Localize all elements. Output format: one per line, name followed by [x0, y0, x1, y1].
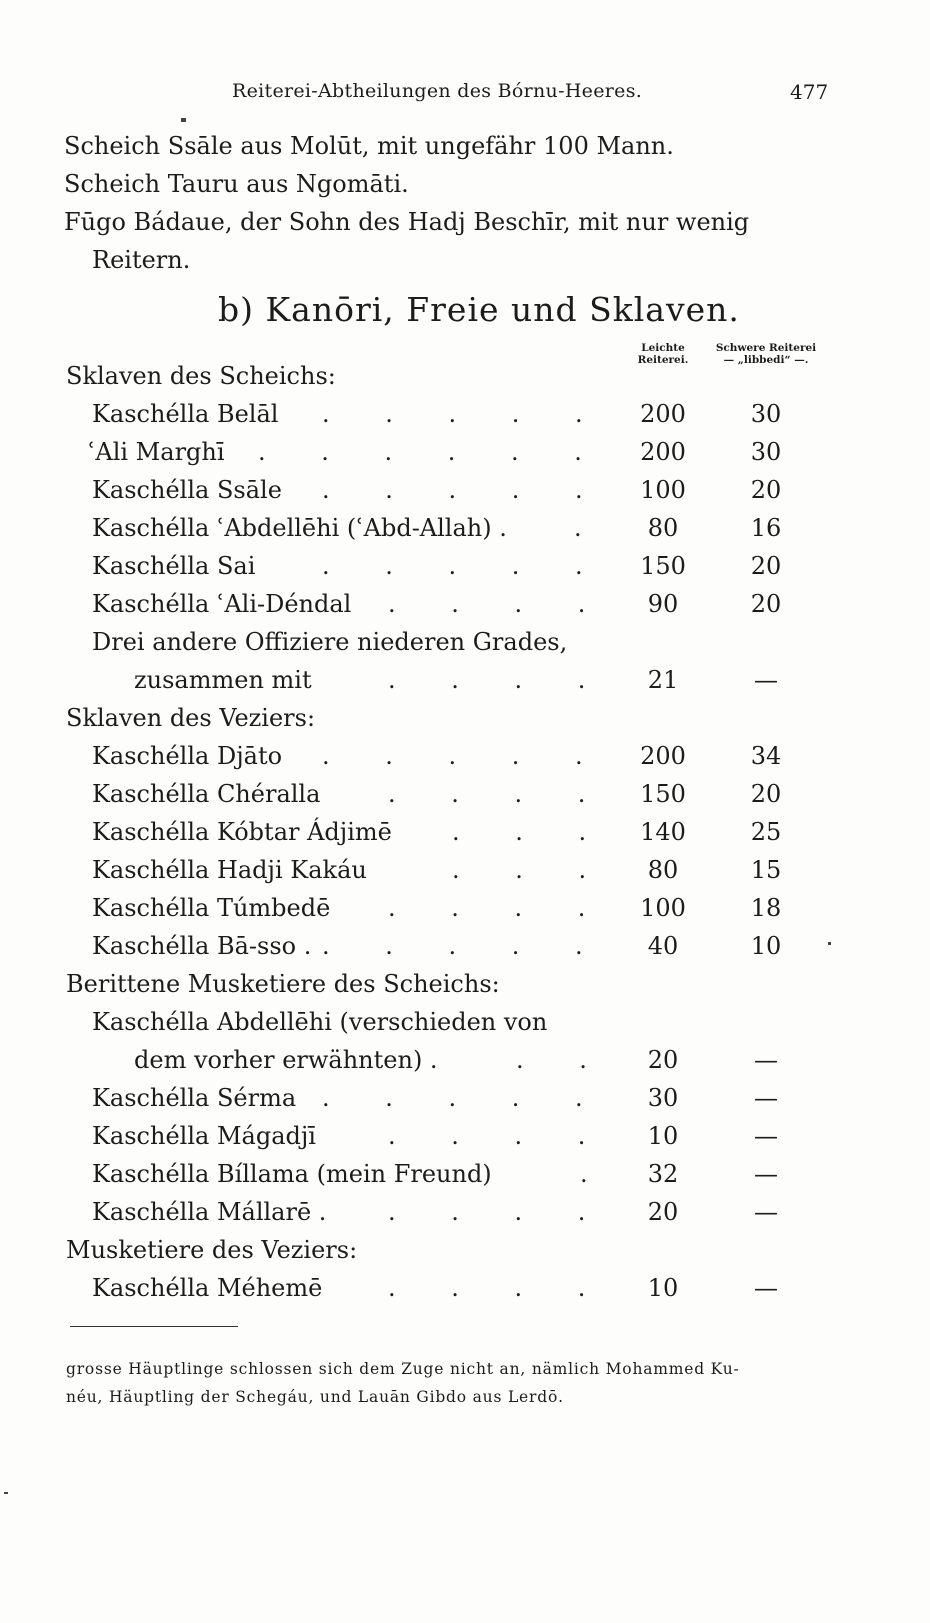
column-header-heavy-line2: — „libbedi“ —.: [723, 354, 809, 366]
heavy-cavalry-value: —: [754, 1198, 778, 1226]
table-row: [0, 742, 930, 780]
leader-dots: . . . . .: [322, 476, 607, 504]
intro-line-3: Fūgo Bádaue, der Sohn des Hadj Beschīr, mit nur wenig: [64, 208, 750, 236]
leader-dots: . . . .: [388, 1198, 610, 1226]
heavy-cavalry-value: 18: [750, 894, 782, 922]
table-row: [0, 818, 930, 856]
column-header-light-line2: Reiterei.: [637, 354, 689, 366]
leader-dots: . . . .: [388, 1122, 610, 1150]
row-label: Kaschélla Sérma: [92, 1084, 297, 1112]
row-label: Kaschélla Bā-sso .: [92, 932, 312, 960]
leader-dots: . . . . . .: [258, 438, 606, 466]
column-header-light-line1: Leichte: [641, 342, 685, 354]
table-row: [0, 1274, 930, 1312]
table-row: [0, 400, 930, 438]
row-label: Kaschélla Chéralla: [92, 780, 321, 808]
light-cavalry-value: 10: [647, 1274, 679, 1302]
heavy-cavalry-value: —: [754, 666, 778, 694]
leader-dots: .: [574, 514, 606, 542]
row-label: Kaschélla ʿAli-Déndal: [92, 590, 352, 618]
light-cavalry-value: 21: [647, 666, 679, 694]
row-label: Kaschélla Sai: [92, 552, 256, 580]
light-cavalry-value: 10: [647, 1122, 679, 1150]
light-cavalry-value: 140: [640, 818, 686, 846]
table-group-heading: [0, 704, 930, 742]
table-row: [0, 666, 930, 704]
heavy-cavalry-value: —: [754, 1274, 778, 1302]
heavy-cavalry-value: 20: [750, 590, 782, 618]
intro-line-2: Scheich Tauru aus Ngomāti.: [64, 170, 409, 198]
table-row: [0, 590, 930, 628]
page-number: 477: [790, 80, 829, 104]
leader-dots: .: [580, 1160, 612, 1188]
scan-speck: [4, 1492, 8, 1494]
row-label: Kaschélla Hadji Kakáu: [92, 856, 367, 884]
heavy-cavalry-value: 10: [750, 932, 782, 960]
row-label: Berittene Musketiere des Scheichs:: [66, 970, 500, 998]
light-cavalry-value: 40: [647, 932, 679, 960]
heavy-cavalry-value: —: [754, 1084, 778, 1112]
row-label: Sklaven des Scheichs:: [66, 362, 336, 390]
heavy-cavalry-value: 20: [750, 476, 782, 504]
row-label: Kaschélla Ssāle: [92, 476, 282, 504]
heavy-cavalry-value: —: [754, 1160, 778, 1188]
footnote-line-1: grosse Häuptlinge schlossen sich dem Zuge nicht an, nämlich Mohammed Ku-: [66, 1360, 740, 1378]
table-row: [0, 1008, 930, 1046]
intro-line-1: Scheich Ssāle aus Molūt, mit ungefähr 100 Mann.: [64, 132, 674, 160]
heavy-cavalry-value: 20: [750, 552, 782, 580]
row-label: Musketiere des Veziers:: [66, 1236, 358, 1264]
footnote-rule: [70, 1326, 238, 1327]
table-row: [0, 1160, 930, 1198]
intro-line-4: Reitern.: [92, 246, 191, 274]
leader-dots: . . . . .: [322, 400, 607, 428]
row-label: Kaschélla Mállarē .: [92, 1198, 327, 1226]
leader-dots: . . . .: [388, 1274, 610, 1302]
light-cavalry-value: 90: [647, 590, 679, 618]
heavy-cavalry-value: —: [754, 1122, 778, 1150]
light-cavalry-value: 20: [647, 1198, 679, 1226]
light-cavalry-value: 200: [640, 742, 686, 770]
light-cavalry-value: 100: [640, 476, 686, 504]
leader-dots: . . . .: [388, 666, 610, 694]
leader-dots: . . . . .: [322, 1084, 607, 1112]
heavy-cavalry-value: 25: [750, 818, 782, 846]
table-row: [0, 552, 930, 590]
table-row: [0, 932, 930, 970]
row-label: Kaschélla Djāto: [92, 742, 283, 770]
row-label: Kaschélla Bíllama (mein Freund): [92, 1160, 492, 1188]
light-cavalry-value: 100: [640, 894, 686, 922]
light-cavalry-value: 20: [647, 1046, 679, 1074]
row-label: Kaschélla Abdellēhi (verschieden von: [92, 1008, 548, 1036]
light-cavalry-value: 80: [647, 856, 679, 884]
row-label: dem vorher erwähnten) .: [134, 1046, 438, 1074]
leader-dots: . . . . .: [322, 742, 607, 770]
light-cavalry-value: 200: [640, 400, 686, 428]
table-row: [0, 780, 930, 818]
row-label: Kaschélla Túmbedē: [92, 894, 331, 922]
table-row: [0, 1198, 930, 1236]
table-row: [0, 628, 930, 666]
light-cavalry-value: 30: [647, 1084, 679, 1112]
table-row: [0, 1122, 930, 1160]
light-cavalry-value: 32: [647, 1160, 679, 1188]
leader-dots: . . . . .: [322, 552, 607, 580]
table-row: [0, 856, 930, 894]
light-cavalry-value: 150: [640, 552, 686, 580]
leader-dots: . . . .: [388, 894, 610, 922]
leader-dots: . . . .: [388, 780, 610, 808]
row-label: zusammen mit: [134, 666, 312, 694]
row-label: Kaschélla ʿAbdellēhi (ʿAbd-Allah) .: [92, 514, 507, 542]
leader-dots: . . .: [452, 818, 611, 846]
row-label: Kaschélla Belāl: [92, 400, 279, 428]
light-cavalry-value: 200: [640, 438, 686, 466]
section-heading: b) Kanōri, Freie und Sklaven.: [218, 290, 740, 329]
table-row: [0, 1046, 930, 1084]
leader-dots: . .: [516, 1046, 611, 1074]
column-header-heavy-line1: Schwere Reiterei: [715, 342, 817, 354]
heavy-cavalry-value: 16: [750, 514, 782, 542]
heavy-cavalry-value: 20: [750, 780, 782, 808]
table-row: [0, 438, 930, 476]
row-label: Drei andere Offiziere niederen Grades,: [92, 628, 568, 656]
table-group-heading: [0, 1236, 930, 1274]
table-row: [0, 894, 930, 932]
row-label: ʿAli Marghī: [88, 438, 225, 466]
scan-speck: [181, 118, 186, 122]
heavy-cavalry-value: —: [754, 1046, 778, 1074]
table-row: [0, 476, 930, 514]
light-cavalry-value: 150: [640, 780, 686, 808]
heavy-cavalry-value: 34: [750, 742, 782, 770]
row-label: Kaschélla Kóbtar Ádjimē: [92, 818, 392, 846]
footnote-line-2: néu, Häuptling der Schegáu, und Lauān Gibdo aus Lerdō.: [66, 1388, 564, 1406]
table-row: [0, 1084, 930, 1122]
row-label: Kaschélla Mágadjī: [92, 1122, 316, 1150]
running-title: Reiterei-Abtheilungen des Bórnu-Heeres.: [232, 80, 643, 102]
row-label: Kaschélla Méhemē: [92, 1274, 323, 1302]
light-cavalry-value: 80: [647, 514, 679, 542]
leader-dots: . . . .: [388, 590, 610, 618]
heavy-cavalry-value: 15: [750, 856, 782, 884]
table-group-heading: [0, 970, 930, 1008]
leader-dots: . . . . .: [322, 932, 607, 960]
heavy-cavalry-value: 30: [750, 438, 782, 466]
table-row: [0, 514, 930, 552]
table-group-heading: [0, 362, 930, 400]
heavy-cavalry-value: 30: [750, 400, 782, 428]
scan-speck: [828, 942, 831, 945]
row-label: Sklaven des Veziers:: [66, 704, 316, 732]
leader-dots: . . .: [452, 856, 611, 884]
